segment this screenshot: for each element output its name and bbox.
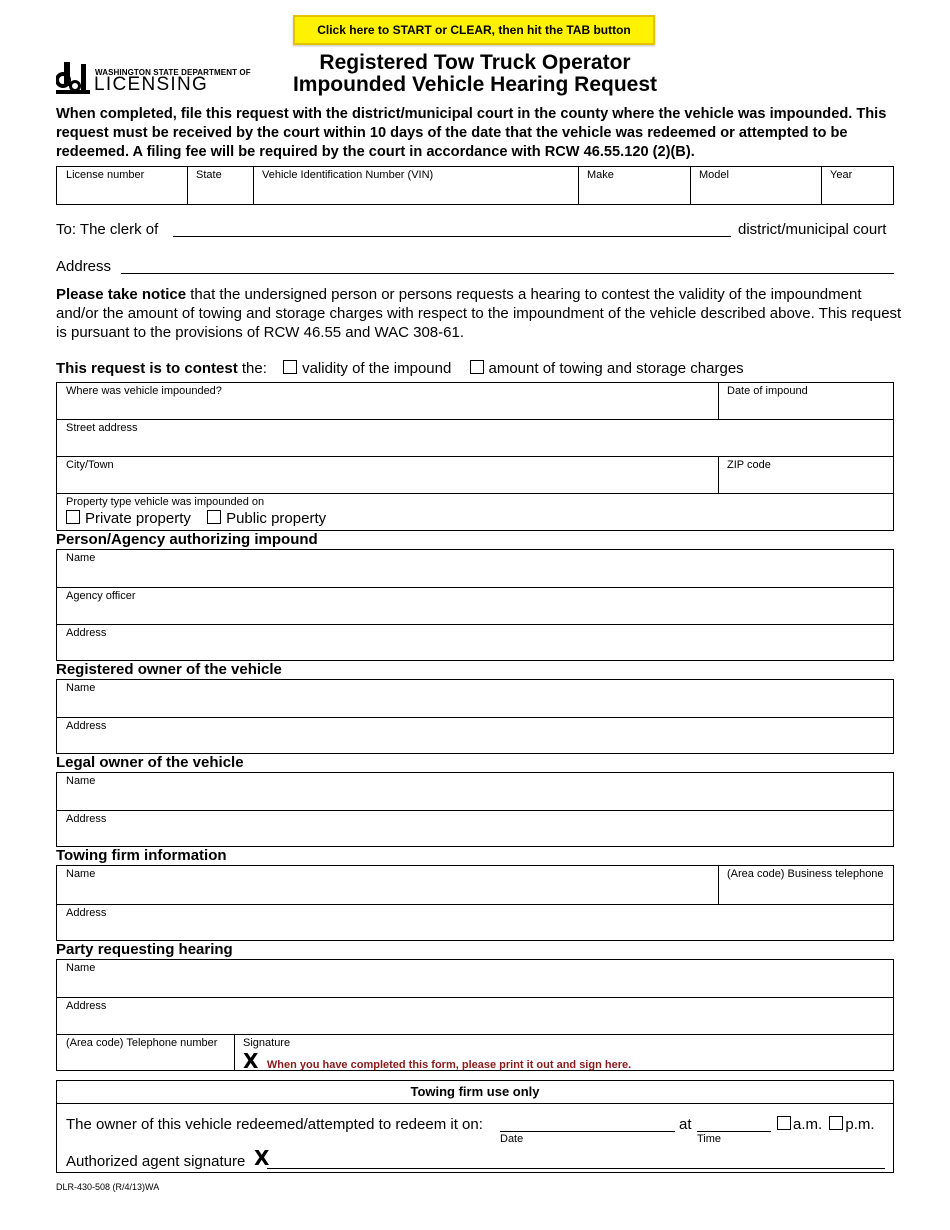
charges-checkbox[interactable] xyxy=(470,360,484,374)
property-type-label: Property type vehicle was impounded on xyxy=(66,496,265,508)
at-label: at xyxy=(679,1116,692,1133)
registered-owner-title: Registered owner of the vehicle xyxy=(56,661,282,678)
private-property-label: Private property xyxy=(85,510,191,527)
license-number-field[interactable]: License number xyxy=(66,169,145,181)
towing-firm-title: Towing firm information xyxy=(56,847,227,864)
validity-label: validity of the impound xyxy=(302,360,452,377)
charges-label: amount of towing and storage charges xyxy=(488,360,744,377)
agent-signature-input[interactable] xyxy=(267,1168,885,1169)
zip-field[interactable]: ZIP code xyxy=(727,459,771,471)
towing-firm-grid xyxy=(56,865,894,941)
form-number: DLR-430-508 (R/4/13)WA xyxy=(56,1182,160,1192)
public-property-checkbox[interactable] xyxy=(207,510,221,524)
dol-logo xyxy=(56,62,251,95)
towing-use-grid xyxy=(56,1080,894,1173)
agency-address-field[interactable]: Address xyxy=(66,627,107,639)
vehicle-info-grid xyxy=(56,166,894,205)
agency-name-field[interactable]: Name xyxy=(66,552,96,564)
court-address-label: Address xyxy=(56,258,112,275)
legal-owner-address-field[interactable]: Address xyxy=(66,813,107,825)
model-field[interactable]: Model xyxy=(699,169,729,181)
start-clear-button[interactable]: Click here to START or CLEAR, then hit the TAB button xyxy=(293,15,655,45)
time-caption: Time xyxy=(697,1133,722,1145)
redeem-time-input[interactable] xyxy=(697,1131,771,1132)
clerk-suffix: district/municipal court xyxy=(738,221,887,238)
form-title xyxy=(258,52,692,96)
clerk-court-input[interactable] xyxy=(173,236,731,237)
pm-label: p.m. xyxy=(845,1116,875,1133)
private-property-checkbox[interactable] xyxy=(66,510,80,524)
registered-owner-grid xyxy=(56,679,894,754)
towing-use-title: Towing firm use only xyxy=(410,1084,540,1099)
contest-the: the: xyxy=(237,360,267,377)
party-signature-field[interactable] xyxy=(243,1049,631,1073)
signature-x-mark: X xyxy=(243,1049,259,1073)
validity-checkbox[interactable] xyxy=(283,360,297,374)
party-signature-label: Signature xyxy=(243,1037,291,1049)
agent-signature-label: Authorized agent signature xyxy=(66,1153,246,1170)
party-grid xyxy=(56,959,894,1071)
clerk-prefix: To: The clerk of xyxy=(56,221,159,238)
street-address-field[interactable]: Street address xyxy=(66,422,138,434)
contest-row xyxy=(56,360,744,377)
impound-date-field[interactable]: Date of impound xyxy=(727,385,808,397)
redeem-date-input[interactable] xyxy=(500,1131,675,1132)
party-address-field[interactable]: Address xyxy=(66,1000,107,1012)
impound-location-grid xyxy=(56,382,894,531)
party-name-field[interactable]: Name xyxy=(66,962,96,974)
agency-officer-field[interactable]: Agency officer xyxy=(66,590,136,602)
towing-firm-address-field[interactable]: Address xyxy=(66,907,107,919)
court-address-input[interactable] xyxy=(121,273,894,274)
am-label: a.m. xyxy=(793,1116,823,1133)
year-field[interactable]: Year xyxy=(830,169,853,181)
title-line-1: Registered Tow Truck Operator xyxy=(319,51,631,74)
legal-owner-name-field[interactable]: Name xyxy=(66,775,96,787)
notice-paragraph xyxy=(56,285,906,342)
legal-owner-title: Legal owner of the vehicle xyxy=(56,754,244,771)
agency-section-title: Person/Agency authorizing impound xyxy=(56,531,318,548)
agent-signature-x-mark: X xyxy=(254,1146,270,1170)
impound-where-field[interactable]: Where was vehicle impounded? xyxy=(66,385,222,397)
redeemed-label: The owner of this vehicle redeemed/attempted to redeem it on: xyxy=(66,1116,483,1133)
party-title: Party requesting hearing xyxy=(56,941,233,958)
public-property-label: Public property xyxy=(226,510,327,527)
ampm-options xyxy=(777,1116,875,1133)
notice-text: that the undersigned person or persons requests a hearing to contest the validity of the impoundment and/or the amount of towing and storage charges with respect to the impoundment of the vehicle described above. This request is pursuant to the provisions of RCW 46.55 and WAC 308-61. xyxy=(56,286,902,341)
pm-checkbox[interactable] xyxy=(829,1116,843,1130)
date-caption: Date xyxy=(500,1133,524,1145)
signature-instruction: When you have completed this form, please print it out and sign here. xyxy=(266,1059,632,1071)
property-options xyxy=(66,510,326,527)
logo-department: WASHINGTON STATE DEPARTMENT OF xyxy=(95,68,251,77)
make-field[interactable]: Make xyxy=(587,169,614,181)
logo-licensing: LICENSING xyxy=(94,74,209,95)
agency-grid xyxy=(56,549,894,661)
towing-firm-name-field[interactable]: Name xyxy=(66,868,96,880)
state-field[interactable]: State xyxy=(196,169,222,181)
registered-owner-name-field[interactable]: Name xyxy=(66,682,96,694)
registered-owner-address-field[interactable]: Address xyxy=(66,720,107,732)
contest-label: This request is to contest xyxy=(56,360,238,377)
am-checkbox[interactable] xyxy=(777,1116,791,1130)
title-line-2: Impounded Vehicle Hearing Request xyxy=(292,73,658,96)
legal-owner-grid xyxy=(56,772,894,847)
notice-bold: Please take notice xyxy=(56,286,187,303)
city-field[interactable]: City/Town xyxy=(66,459,114,471)
towing-firm-phone-field[interactable]: (Area code) Business telephone xyxy=(727,868,884,880)
vin-field[interactable]: Vehicle Identification Number (VIN) xyxy=(262,169,434,181)
intro-paragraph: When completed, file this request with the district/municipal court in the county where the vehicle was impounded. This request must be received by the court within 10 days of the date that the vehicle was redeemed or attempted to be redeemed. A filing fee will be required by the court in accordance with RCW 46.55.120 (2)(B). xyxy=(56,106,887,160)
party-phone-field[interactable]: (Area code) Telephone number xyxy=(66,1037,218,1049)
dol-logo-mark-icon xyxy=(56,62,90,94)
